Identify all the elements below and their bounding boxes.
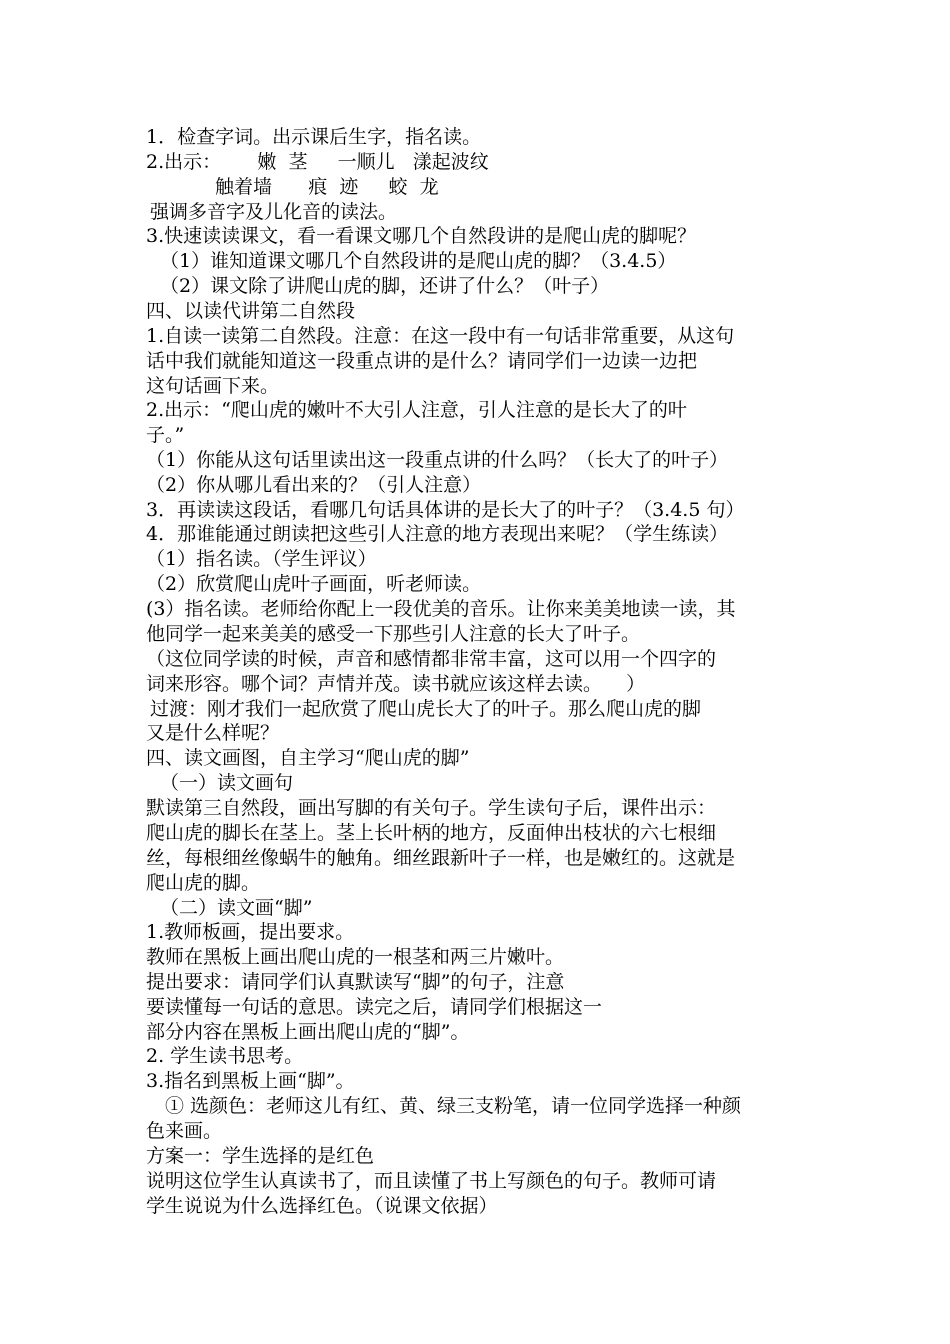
line-27: （一）读文画句 [160, 772, 294, 794]
line-42: 方案一：学生选择的是红色 [146, 1145, 375, 1167]
line-20: (3）指名读。老师给你配上一段优美的音乐。让你来美美地读一读，其 [146, 598, 736, 620]
line-6: （1）谁知道课文哪几个自然段讲的是爬山虎的脚？（3.4.5） [160, 250, 677, 272]
line-22: （这位同学读的时候，声音和感情都非常丰富，这可以用一个四字的 [146, 648, 717, 670]
line-35: 提出要求：请同学们认真默读写“脚”的句子，注意 [146, 971, 565, 993]
line-38: 2. 学生读书思考。 [146, 1045, 304, 1067]
line-23: 词来形容。哪个词？声情并茂。读书就应该这样去读。 ） [146, 673, 646, 695]
line-15: （2）你从哪儿看出来的？（引人注意） [146, 474, 482, 496]
line-7: （2）课文除了讲爬山虎的脚，还讲了什么？（叶子） [160, 275, 610, 297]
line-43: 说明这位学生认真读书了，而且读懂了书上写颜色的句子。教师可请 [146, 1170, 717, 1192]
line-44: 学生说说为什么选择红色。（说课文依据） [146, 1195, 498, 1217]
line-10: 话中我们就能知道这一段重点讲的是什么？请同学们一边读一边把 [146, 350, 698, 372]
line-26: 四、读文画图，自主学习“爬山虎的脚” [146, 747, 470, 769]
line-18: （1）指名读。（学生评议） [146, 548, 377, 570]
line-19: （2）欣赏爬山虎叶子画面，听老师读。 [146, 573, 482, 595]
line-32: （二）读文画“脚” [160, 897, 313, 919]
line-1: 1．检查字词。出示课后生字，指名读。 [146, 126, 482, 148]
line-14: （1）你能从这句话里读出这一段重点讲的什么吗？（长大了的叶子） [146, 449, 729, 471]
line-16: 3．再读读这段话，看哪几句话具体讲的是长大了的叶子？（3.4.5 句） [146, 499, 745, 521]
line-17: 4．那谁能通过朗读把这些引人注意的地方表现出来呢？（学生练读） [146, 523, 729, 545]
line-34: 教师在黑板上画出爬山虎的一根茎和两三片嫩叶。 [146, 946, 565, 968]
line-39: 3.指名到黑板上画“脚”。 [146, 1070, 355, 1092]
line-41: 色来画。 [146, 1120, 223, 1142]
line-11: 这句话画下来。 [146, 375, 280, 397]
line-29: 爬山虎的脚长在茎上。茎上长叶柄的地方，反面伸出枝状的六七根细 [146, 822, 717, 844]
line-9: 1.自读一读第二自然段。注意：在这一段中有一句话非常重要，从这句 [146, 325, 735, 347]
line-2: 2.出示： 嫩 茎 一顺儿 漾起波纹 [146, 151, 489, 173]
line-37: 部分内容在黑板上画出爬山虎的“脚”。 [146, 1021, 470, 1043]
line-28: 默读第三自然段，画出写脚的有关句子。学生读句子后，课件出示： [146, 797, 717, 819]
line-21: 他同学一起来美美的感受一下那些引人注意的长大了叶子。 [146, 623, 641, 645]
line-33: 1.教师板画，提出要求。 [146, 921, 355, 943]
line-40: ① 选颜色：老师这儿有红、黄、绿三支粉笔，请一位同学选择一种颜 [165, 1095, 742, 1117]
line-36: 要读懂每一句话的意思。读完之后，请同学们根据这一 [146, 996, 603, 1018]
line-5: 3.快速读读课文，看一看课文哪几个自然段讲的是爬山虎的脚呢？ [146, 225, 697, 247]
line-30: 丝，每根细丝像蜗牛的触角。细丝跟新叶子一样，也是嫩红的。这就是 [146, 847, 736, 869]
line-4: 强调多音字及儿化音的读法。 [150, 201, 398, 223]
line-31: 爬山虎的脚。 [146, 872, 261, 894]
line-24: 过渡：刚才我们一起欣赏了爬山虎长大了的叶子。那么爬山虎的脚 [150, 698, 702, 720]
line-12: 2.出示：“爬山虎的嫩叶不大引人注意，引人注意的是长大了的叶 [146, 399, 687, 421]
line-25: 又是什么样呢？ [146, 722, 280, 744]
line-3: 触着墙 痕 迹 蛟 龙 [215, 176, 439, 198]
line-13: 子。” [146, 424, 185, 446]
line-8: 四、以读代讲第二自然段 [146, 300, 356, 322]
